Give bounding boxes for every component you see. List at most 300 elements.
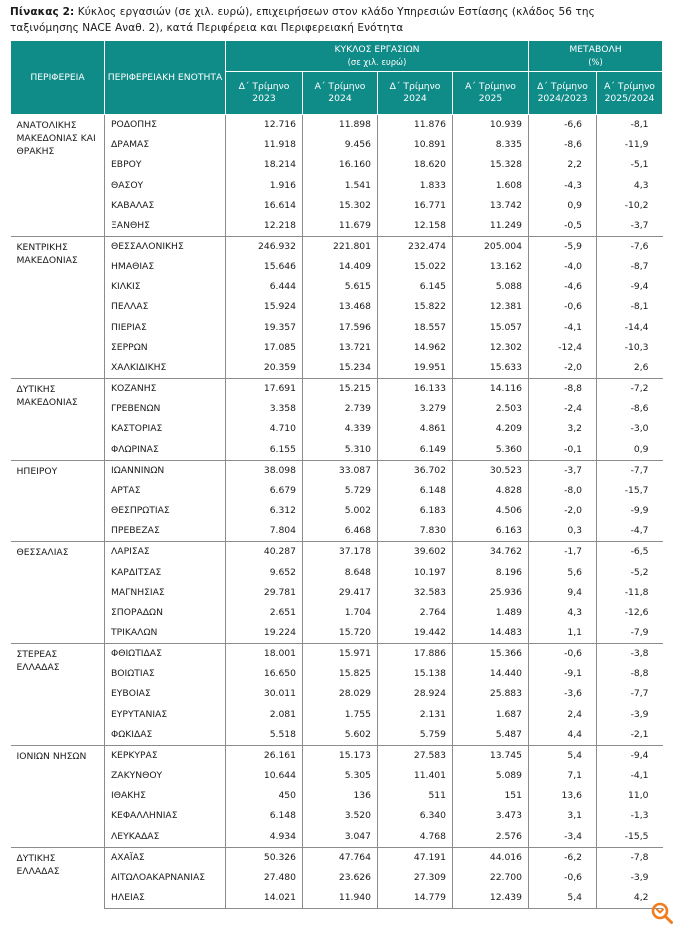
value-cell: 8.648 bbox=[303, 562, 378, 582]
value-cell: 5.602 bbox=[303, 725, 378, 746]
value-cell: 6.679 bbox=[226, 481, 303, 501]
value-cell: 11.918 bbox=[226, 135, 303, 155]
unit-cell: ΡΟΔΟΠΗΣ bbox=[105, 115, 226, 136]
table-row bbox=[11, 521, 663, 542]
value-cell: 3.358 bbox=[226, 399, 303, 419]
unit-cell: ΤΡΙΚΑΛΩΝ bbox=[105, 623, 226, 644]
change-cell: -15,7 bbox=[624, 484, 649, 496]
table-row bbox=[11, 705, 663, 725]
table-row bbox=[11, 481, 663, 501]
value-cell: 14.116 bbox=[453, 379, 529, 400]
change-cell: -3,9 bbox=[630, 708, 649, 720]
change-cell: -2,4 bbox=[529, 399, 597, 419]
table-row bbox=[11, 358, 663, 379]
table-row bbox=[11, 175, 663, 195]
value-cell: 5.759 bbox=[378, 725, 453, 746]
change-cell: -8,8 bbox=[529, 379, 597, 400]
table-row bbox=[11, 236, 663, 257]
table-row bbox=[11, 664, 663, 684]
value-cell: 14.409 bbox=[303, 257, 378, 277]
unit-cell: ΔΡΑΜΑΣ bbox=[105, 135, 226, 155]
value-cell: 5.088 bbox=[453, 277, 529, 297]
value-cell: 16.133 bbox=[378, 379, 453, 400]
table-row bbox=[11, 766, 663, 786]
value-cell: 1.833 bbox=[378, 175, 453, 195]
change-cell: -1,3 bbox=[630, 810, 649, 822]
change-cell: -2,0 bbox=[529, 358, 597, 379]
value-cell: 1.489 bbox=[453, 603, 529, 623]
unit-cell: ΦΛΩΡΙΝΑΣ bbox=[105, 440, 226, 461]
change-cell: -6,6 bbox=[529, 115, 597, 136]
change-cell: -3,0 bbox=[630, 423, 649, 435]
change-cell: 5,4 bbox=[529, 888, 597, 909]
table-row bbox=[11, 644, 663, 665]
change-cell: 3,1 bbox=[529, 806, 597, 826]
table-row bbox=[11, 135, 663, 155]
value-cell: 36.702 bbox=[378, 460, 453, 481]
value-cell: 136 bbox=[303, 786, 378, 806]
value-cell: 12.302 bbox=[453, 338, 529, 358]
value-cell: 40.287 bbox=[226, 542, 303, 563]
value-cell: 19.951 bbox=[378, 358, 453, 379]
zoom-logo-icon bbox=[650, 901, 674, 925]
value-cell: 8.335 bbox=[453, 135, 529, 155]
table-row bbox=[11, 745, 663, 766]
value-cell: 246.932 bbox=[226, 236, 303, 257]
value-cell: 39.602 bbox=[378, 542, 453, 563]
value-cell: 6.155 bbox=[226, 440, 303, 461]
value-cell: 6.312 bbox=[226, 501, 303, 521]
header-period: Δ΄ Τρίμηνο 2024/2023 bbox=[529, 72, 597, 115]
value-cell: 18.620 bbox=[378, 155, 453, 175]
header-period: Α΄ Τρίμηνο 2025/2024 bbox=[597, 72, 663, 115]
value-cell: 11.876 bbox=[378, 115, 453, 136]
region-cell: ΘΕΣΣΑΛΙΑΣ bbox=[11, 542, 105, 644]
change-cell: -4,3 bbox=[529, 175, 597, 195]
change-cell: 5,6 bbox=[529, 562, 597, 582]
change-cell: 2,4 bbox=[529, 705, 597, 725]
value-cell: 22.700 bbox=[453, 868, 529, 888]
unit-cell: ΑΡΤΑΣ bbox=[105, 481, 226, 501]
value-cell: 13.162 bbox=[453, 257, 529, 277]
unit-cell: ΒΟΙΩΤΙΑΣ bbox=[105, 664, 226, 684]
change-cell: -6,2 bbox=[529, 847, 597, 868]
unit-cell: ΙΩΑΝΝΙΝΩΝ bbox=[105, 460, 226, 481]
value-cell: 2.576 bbox=[453, 826, 529, 847]
table-row bbox=[11, 623, 663, 644]
value-cell: 32.583 bbox=[378, 583, 453, 603]
change-cell: -7,6 bbox=[597, 236, 663, 257]
change-cell: -3,6 bbox=[529, 684, 597, 704]
value-cell: 6.148 bbox=[226, 806, 303, 826]
unit-cell: ΦΩΚΙΔΑΣ bbox=[105, 725, 226, 746]
value-cell: 17.085 bbox=[226, 338, 303, 358]
header-unit: ΠΕΡΙΦΕΡΕΙΑΚΗ ΕΝΟΤΗΤΑ bbox=[105, 41, 226, 115]
unit-cell: ΚΑΒΑΛΑΣ bbox=[105, 196, 226, 216]
change-cell: -12,6 bbox=[624, 606, 649, 618]
value-cell: 16.650 bbox=[226, 664, 303, 684]
value-cell: 7.804 bbox=[226, 521, 303, 542]
value-cell: 2.764 bbox=[378, 603, 453, 623]
change-cell: -7,9 bbox=[630, 626, 649, 638]
change-cell: -8,7 bbox=[630, 261, 649, 273]
value-cell: 25.883 bbox=[453, 684, 529, 704]
unit-cell: ΑΧΑΪΑΣ bbox=[105, 847, 226, 868]
table-row bbox=[11, 277, 663, 297]
value-cell: 12.716 bbox=[226, 115, 303, 136]
value-cell: 11.401 bbox=[378, 766, 453, 786]
value-cell: 2.739 bbox=[303, 399, 378, 419]
change-cell: 4,3 bbox=[633, 179, 649, 191]
change-cell: 1,1 bbox=[529, 623, 597, 644]
value-cell: 11.898 bbox=[303, 115, 378, 136]
change-cell: 4,2 bbox=[597, 888, 663, 909]
value-cell: 6.340 bbox=[378, 806, 453, 826]
value-cell: 1.916 bbox=[226, 175, 303, 195]
change-cell: 9,4 bbox=[529, 583, 597, 603]
value-cell: 2.651 bbox=[226, 603, 303, 623]
change-cell: -7,7 bbox=[597, 460, 663, 481]
value-cell: 15.825 bbox=[303, 664, 378, 684]
change-cell: -1,7 bbox=[529, 542, 597, 563]
value-cell: 1.704 bbox=[303, 603, 378, 623]
value-cell: 12.439 bbox=[453, 888, 529, 909]
change-cell: -4,1 bbox=[529, 318, 597, 338]
value-cell: 19.224 bbox=[226, 623, 303, 644]
value-cell: 4.768 bbox=[378, 826, 453, 847]
unit-cell: ΜΑΓΝΗΣΙΑΣ bbox=[105, 583, 226, 603]
value-cell: 6.149 bbox=[378, 440, 453, 461]
value-cell: 15.720 bbox=[303, 623, 378, 644]
value-cell: 15.822 bbox=[378, 297, 453, 317]
value-cell: 12.158 bbox=[378, 216, 453, 237]
value-cell: 4.339 bbox=[303, 419, 378, 439]
table-row bbox=[11, 257, 663, 277]
value-cell: 15.633 bbox=[453, 358, 529, 379]
change-cell: -3,8 bbox=[597, 644, 663, 665]
value-cell: 44.016 bbox=[453, 847, 529, 868]
value-cell: 47.764 bbox=[303, 847, 378, 868]
value-cell: 29.781 bbox=[226, 583, 303, 603]
region-cell: ΙΟΝΙΩΝ ΝΗΣΩΝ bbox=[11, 745, 105, 847]
value-cell: 15.646 bbox=[226, 257, 303, 277]
value-cell: 17.691 bbox=[226, 379, 303, 400]
value-cell: 26.161 bbox=[226, 745, 303, 766]
value-cell: 4.710 bbox=[226, 419, 303, 439]
value-cell: 9.456 bbox=[303, 135, 378, 155]
value-cell: 10.197 bbox=[378, 562, 453, 582]
unit-cell: ΘΕΣΣΑΛΟΝΙΚΗΣ bbox=[105, 236, 226, 257]
value-cell: 8.196 bbox=[453, 562, 529, 582]
value-cell: 6.183 bbox=[378, 501, 453, 521]
unit-cell: ΚΑΡΔΙΤΣΑΣ bbox=[105, 562, 226, 582]
table-row bbox=[11, 440, 663, 461]
change-cell: 2,2 bbox=[529, 155, 597, 175]
unit-cell: ΖΑΚΥΝΘΟΥ bbox=[105, 766, 226, 786]
value-cell: 151 bbox=[453, 786, 529, 806]
value-cell: 15.366 bbox=[453, 644, 529, 665]
value-cell: 17.596 bbox=[303, 318, 378, 338]
table-row bbox=[11, 786, 663, 806]
table-row bbox=[11, 888, 663, 909]
change-cell: -0,6 bbox=[529, 297, 597, 317]
value-cell: 7.830 bbox=[378, 521, 453, 542]
value-cell: 15.971 bbox=[303, 644, 378, 665]
value-cell: 9.652 bbox=[226, 562, 303, 582]
change-cell: -7,7 bbox=[630, 688, 649, 700]
change-cell: 2,6 bbox=[633, 361, 649, 373]
change-cell: -9,9 bbox=[630, 505, 649, 517]
unit-cell: ΚΕΦΑΛΛΗΝΙΑΣ bbox=[105, 806, 226, 826]
table-row bbox=[11, 196, 663, 216]
table-row bbox=[11, 155, 663, 175]
header-turnover-title: ΚΥΚΛΟΣ ΕΡΓΑΣΙΩΝ bbox=[334, 44, 420, 55]
value-cell: 6.163 bbox=[453, 521, 529, 542]
unit-cell: ΑΙΤΩΛΟΑΚΑΡΝΑΝΙΑΣ bbox=[105, 868, 226, 888]
header-change bbox=[529, 41, 663, 72]
value-cell: 1.608 bbox=[453, 175, 529, 195]
change-cell: -9,1 bbox=[529, 664, 597, 684]
unit-cell: ΕΥΒΟΙΑΣ bbox=[105, 684, 226, 704]
table-row bbox=[11, 542, 663, 563]
value-cell: 13.721 bbox=[303, 338, 378, 358]
value-cell: 18.214 bbox=[226, 155, 303, 175]
value-cell: 5.518 bbox=[226, 725, 303, 746]
value-cell: 11.940 bbox=[303, 888, 378, 909]
change-cell: 7,1 bbox=[529, 766, 597, 786]
table-row bbox=[11, 562, 663, 582]
value-cell: 10.939 bbox=[453, 115, 529, 136]
value-cell: 15.215 bbox=[303, 379, 378, 400]
change-cell: -6,5 bbox=[597, 542, 663, 563]
unit-cell: ΛΕΥΚΑΔΑΣ bbox=[105, 826, 226, 847]
change-cell: -11,8 bbox=[624, 586, 649, 598]
header-period: Α΄ Τρίμηνο 2024 bbox=[303, 72, 378, 115]
value-cell: 30.011 bbox=[226, 684, 303, 704]
value-cell: 14.962 bbox=[378, 338, 453, 358]
value-cell: 18.001 bbox=[226, 644, 303, 665]
value-cell: 14.440 bbox=[453, 664, 529, 684]
table-caption bbox=[10, 4, 666, 36]
table-row bbox=[11, 725, 663, 746]
value-cell: 1.755 bbox=[303, 705, 378, 725]
unit-cell: ΘΕΣΠΡΩΤΙΑΣ bbox=[105, 501, 226, 521]
value-cell: 1.541 bbox=[303, 175, 378, 195]
unit-cell: ΚΟΖΑΝΗΣ bbox=[105, 379, 226, 400]
value-cell: 5.360 bbox=[453, 440, 529, 461]
change-cell: 0,9 bbox=[633, 443, 649, 455]
table-row bbox=[11, 460, 663, 481]
table-row bbox=[11, 419, 663, 439]
value-cell: 5.002 bbox=[303, 501, 378, 521]
change-cell: -3,9 bbox=[630, 871, 649, 883]
unit-cell: ΠΙΕΡΙΑΣ bbox=[105, 318, 226, 338]
table-row bbox=[11, 216, 663, 237]
value-cell: 14.021 bbox=[226, 888, 303, 909]
header-period: Α΄ Τρίμηνο 2025 bbox=[453, 72, 529, 115]
value-cell: 10.644 bbox=[226, 766, 303, 786]
value-cell: 30.523 bbox=[453, 460, 529, 481]
unit-cell: ΛΑΡΙΣΑΣ bbox=[105, 542, 226, 563]
value-cell: 13.468 bbox=[303, 297, 378, 317]
change-cell: -10,2 bbox=[624, 199, 649, 211]
change-cell: -0,1 bbox=[529, 440, 597, 461]
table-row bbox=[11, 806, 663, 826]
value-cell: 6.444 bbox=[226, 277, 303, 297]
value-cell: 27.583 bbox=[378, 745, 453, 766]
value-cell: 27.309 bbox=[378, 868, 453, 888]
value-cell: 15.173 bbox=[303, 745, 378, 766]
value-cell: 19.442 bbox=[378, 623, 453, 644]
value-cell: 4.934 bbox=[226, 826, 303, 847]
value-cell: 3.279 bbox=[378, 399, 453, 419]
unit-cell: ΣΠΟΡΑΔΩΝ bbox=[105, 603, 226, 623]
value-cell: 34.762 bbox=[453, 542, 529, 563]
value-cell: 20.359 bbox=[226, 358, 303, 379]
value-cell: 6.468 bbox=[303, 521, 378, 542]
unit-cell: ΕΥΡΥΤΑΝΙΑΣ bbox=[105, 705, 226, 725]
header-change-sub: (%) bbox=[588, 57, 603, 67]
value-cell: 25.936 bbox=[453, 583, 529, 603]
table-row bbox=[11, 868, 663, 888]
turnover-table bbox=[10, 40, 663, 909]
change-cell: 4,4 bbox=[529, 725, 597, 746]
value-cell: 232.474 bbox=[378, 236, 453, 257]
change-cell: -8,1 bbox=[597, 115, 663, 136]
value-cell: 5.615 bbox=[303, 277, 378, 297]
change-cell: 13,6 bbox=[529, 786, 597, 806]
region-cell: ΔΥΤΙΚΗΣ ΕΛΛΑΔΑΣ bbox=[11, 847, 105, 908]
change-cell: -5,2 bbox=[630, 566, 649, 578]
change-cell: -8,6 bbox=[630, 403, 649, 415]
region-cell: ΣΤΕΡΕΑΣ ΕΛΛΑΔΑΣ bbox=[11, 644, 105, 746]
change-cell: -0,6 bbox=[529, 868, 597, 888]
value-cell: 16.614 bbox=[226, 196, 303, 216]
change-cell: 5,4 bbox=[529, 745, 597, 766]
value-cell: 2.131 bbox=[378, 705, 453, 725]
value-cell: 450 bbox=[226, 786, 303, 806]
value-cell: 28.924 bbox=[378, 684, 453, 704]
caption-text: Κύκλος εργασιών (σε χιλ. ευρώ), επιχειρήσεων στον κλάδο Υπηρεσιών Εστίασης (κλάδος 56 της ταξινόμησης NACE Αναθ. 2), κατά Περιφέρεια και Περιφερειακή Ενότητα bbox=[10, 6, 595, 34]
change-cell: 4,3 bbox=[529, 603, 597, 623]
value-cell: 50.326 bbox=[226, 847, 303, 868]
change-cell: -15,5 bbox=[624, 830, 649, 842]
value-cell: 27.480 bbox=[226, 868, 303, 888]
change-cell: -3,7 bbox=[630, 219, 649, 231]
value-cell: 3.473 bbox=[453, 806, 529, 826]
change-cell: -7,2 bbox=[597, 379, 663, 400]
change-cell: -9,4 bbox=[597, 745, 663, 766]
value-cell: 12.381 bbox=[453, 297, 529, 317]
change-cell: -8,8 bbox=[630, 668, 649, 680]
change-cell: -3,7 bbox=[529, 460, 597, 481]
value-cell: 15.302 bbox=[303, 196, 378, 216]
change-cell: -9,4 bbox=[630, 281, 649, 293]
table-row bbox=[11, 501, 663, 521]
unit-cell: ΕΒΡΟΥ bbox=[105, 155, 226, 175]
change-cell: 11,0 bbox=[628, 790, 649, 802]
change-cell: -14,4 bbox=[624, 321, 649, 333]
change-cell: -2,0 bbox=[529, 501, 597, 521]
change-cell: -11,9 bbox=[624, 139, 649, 151]
change-cell: -3,4 bbox=[529, 826, 597, 847]
value-cell: 5.310 bbox=[303, 440, 378, 461]
value-cell: 15.234 bbox=[303, 358, 378, 379]
region-cell: ΗΠΕΙΡΟΥ bbox=[11, 460, 105, 542]
change-cell: -4,1 bbox=[630, 770, 649, 782]
value-cell: 10.891 bbox=[378, 135, 453, 155]
change-cell: -12,4 bbox=[529, 338, 597, 358]
unit-cell: ΓΡΕΒΕΝΩΝ bbox=[105, 399, 226, 419]
value-cell: 6.145 bbox=[378, 277, 453, 297]
change-cell: -4,0 bbox=[529, 257, 597, 277]
table-row bbox=[11, 297, 663, 317]
change-cell: 3,2 bbox=[529, 419, 597, 439]
table-row bbox=[11, 603, 663, 623]
unit-cell: ΚΙΛΚΙΣ bbox=[105, 277, 226, 297]
value-cell: 13.742 bbox=[453, 196, 529, 216]
change-cell: -0,6 bbox=[529, 644, 597, 665]
value-cell: 19.357 bbox=[226, 318, 303, 338]
value-cell: 5.729 bbox=[303, 481, 378, 501]
value-cell: 11.679 bbox=[303, 216, 378, 237]
table-row bbox=[11, 399, 663, 419]
change-cell: -8,1 bbox=[630, 301, 649, 313]
table-row bbox=[11, 583, 663, 603]
value-cell: 221.801 bbox=[303, 236, 378, 257]
value-cell: 14.483 bbox=[453, 623, 529, 644]
value-cell: 1.687 bbox=[453, 705, 529, 725]
value-cell: 33.087 bbox=[303, 460, 378, 481]
value-cell: 16.160 bbox=[303, 155, 378, 175]
value-cell: 4.209 bbox=[453, 419, 529, 439]
table-row bbox=[11, 684, 663, 704]
unit-cell: ΠΕΛΛΑΣ bbox=[105, 297, 226, 317]
value-cell: 12.218 bbox=[226, 216, 303, 237]
value-cell: 4.861 bbox=[378, 419, 453, 439]
value-cell: 14.779 bbox=[378, 888, 453, 909]
change-cell: -0,5 bbox=[529, 216, 597, 237]
value-cell: 5.089 bbox=[453, 766, 529, 786]
value-cell: 5.305 bbox=[303, 766, 378, 786]
value-cell: 5.487 bbox=[453, 725, 529, 746]
value-cell: 15.057 bbox=[453, 318, 529, 338]
table-body bbox=[11, 115, 663, 909]
change-cell: -8,0 bbox=[529, 481, 597, 501]
change-cell: -4,6 bbox=[529, 277, 597, 297]
value-cell: 23.626 bbox=[303, 868, 378, 888]
value-cell: 18.557 bbox=[378, 318, 453, 338]
header-turnover bbox=[226, 41, 529, 72]
change-cell: -8,6 bbox=[529, 135, 597, 155]
unit-cell: ΙΘΑΚΗΣ bbox=[105, 786, 226, 806]
value-cell: 3.047 bbox=[303, 826, 378, 847]
table-row bbox=[11, 115, 663, 136]
value-cell: 13.745 bbox=[453, 745, 529, 766]
unit-cell: ΠΡΕΒΕΖΑΣ bbox=[105, 521, 226, 542]
value-cell: 11.249 bbox=[453, 216, 529, 237]
caption-label: Πίνακας 2: bbox=[10, 6, 75, 18]
value-cell: 511 bbox=[378, 786, 453, 806]
value-cell: 2.081 bbox=[226, 705, 303, 725]
header-change-title: ΜΕΤΑΒΟΛΗ bbox=[569, 44, 622, 55]
value-cell: 16.771 bbox=[378, 196, 453, 216]
value-cell: 37.178 bbox=[303, 542, 378, 563]
unit-cell: ΗΛΕΙΑΣ bbox=[105, 888, 226, 909]
value-cell: 15.138 bbox=[378, 664, 453, 684]
value-cell: 38.098 bbox=[226, 460, 303, 481]
unit-cell: ΣΕΡΡΩΝ bbox=[105, 338, 226, 358]
